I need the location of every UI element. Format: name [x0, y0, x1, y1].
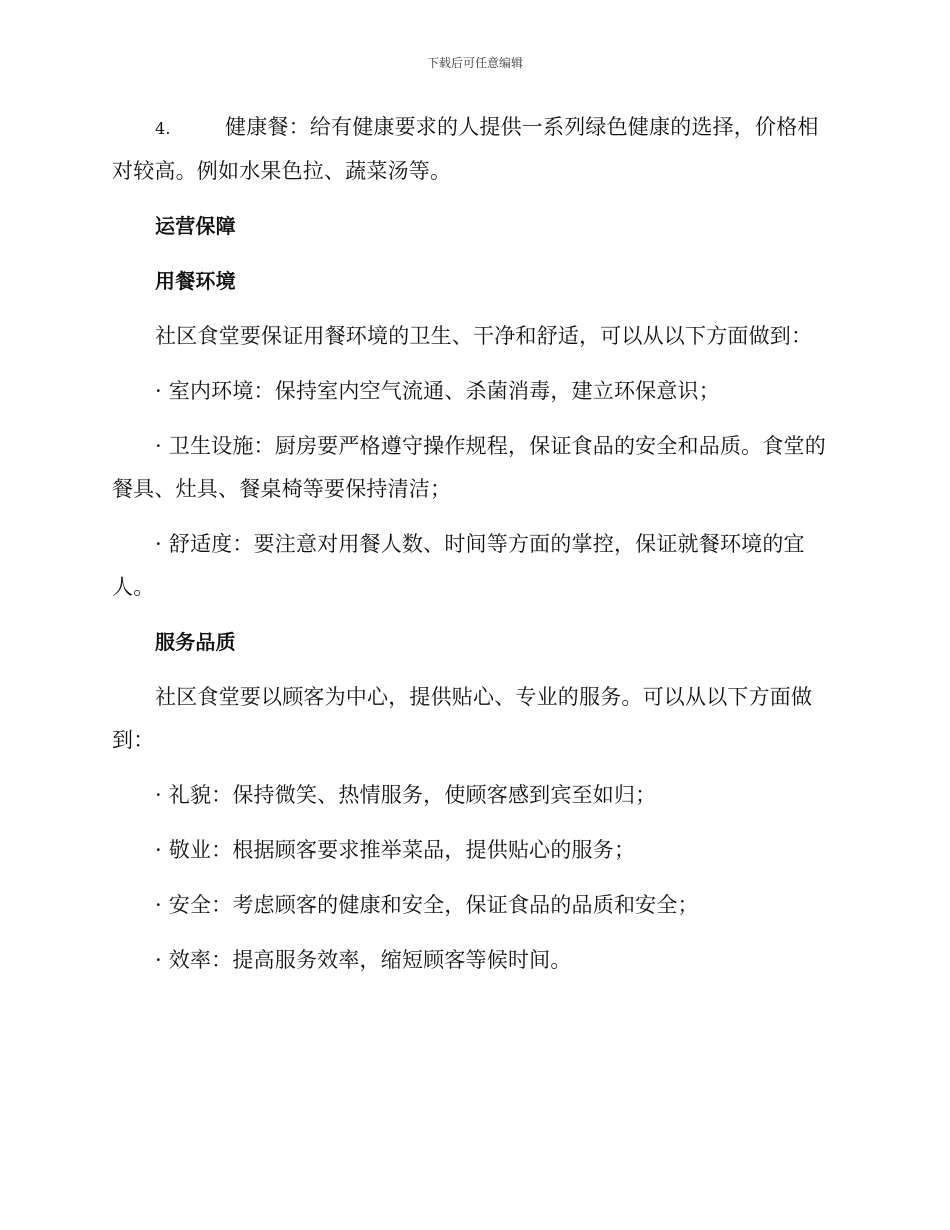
list-item-health-meal	[112, 106, 834, 193]
list-number: 4.	[155, 119, 171, 138]
bullet-environment-hygiene: · 卫生设施：厨房要严格遵守操作规程，保证食品的安全和品质。食堂的餐具、灶具、餐桌椅等要保持清洁；	[112, 434, 826, 501]
bullet-service-efficiency: · 效率：提高服务效率，缩短顾客等候时间。	[155, 948, 572, 972]
subsection-heading-environment: 用餐环境	[155, 269, 236, 293]
page-header: 下载后可任意编辑	[426, 56, 523, 70]
document-body	[112, 106, 834, 982]
subsection-heading-service: 服务品质	[155, 630, 236, 654]
list-item-text: 健康餐：给有健康要求的人提供一系列绿色健康的选择，价格相对较高。例如水果色拉、蔬菜汤等。	[112, 115, 819, 183]
section-heading-operations: 运营保障	[155, 214, 236, 238]
bullet-service-safety: · 安全：考虑顾客的健康和安全，保证食品的品质和安全；	[155, 893, 699, 917]
paragraph-service-intro: 社区食堂要以顾客为中心，提供贴心、专业的服务。可以从以下方面做到：	[112, 685, 813, 752]
bullet-service-dedication: · 敬业：根据顾客要求推举菜品，提供贴心的服务；	[155, 838, 636, 862]
bullet-service-courtesy: · 礼貌：保持微笑、热情服务，使顾客感到宾至如归；	[155, 783, 657, 807]
bullet-environment-indoor: · 室内环境：保持室内空气流通、杀菌消毒，建立环保意识；	[155, 379, 720, 403]
bullet-environment-comfort: · 舒适度：要注意对用餐人数、时间等方面的掌控，保证就餐环境的宜人。	[112, 532, 805, 599]
paragraph-environment-intro: 社区食堂要保证用餐环境的卫生、干净和舒适，可以从以下方面做到：	[155, 324, 813, 348]
